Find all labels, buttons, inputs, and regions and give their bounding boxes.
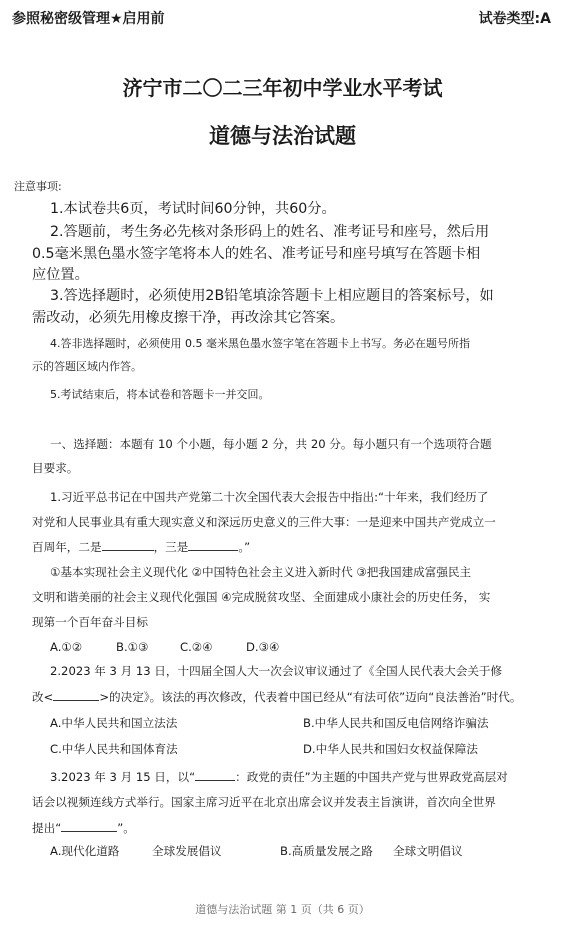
exam-title: 济宁市二〇二三年初中学业水平考试: [122, 76, 443, 100]
notice-item: 1.本试卷共6页，考试时间60分钟，共60分。: [50, 201, 336, 217]
question-2-option: A.中华人民共和国立法法: [50, 716, 178, 730]
question-3-text: 3.2023 年 3 月 15 日，以“ ：政党的责任”为主题的中国共产党与世界政党高层对: [50, 770, 508, 784]
question-3-option: B.高质量发展之路: [280, 844, 373, 858]
answer-blank: [53, 688, 99, 701]
question-2-option: C.中华人民共和国体育法: [50, 742, 178, 756]
page-footer: 道德与法治试题 第 1 页（共 6 页）: [195, 903, 370, 916]
question-3-option-sub: 全球文明倡议: [393, 844, 463, 858]
question-3-text: 话会以视频连线方式举行。国家主席习近平在北京出席会议并发表主旨演讲，首次向全世界: [32, 795, 496, 809]
question-2-text: 2.2023 年 3 月 13 日，十四届全国人大一次会议审议通过了《全国人民代表大会关于修: [50, 664, 503, 678]
question-1-statements: 现第一个百年奋斗目标: [32, 615, 148, 629]
answer-blank: [188, 538, 238, 551]
question-3-text: 提出“ ”。: [32, 821, 135, 835]
notice-item: 应位置。: [32, 267, 89, 283]
question-1-text: 对党和人民事业具有重大现实意义和深远历史意义的三件大事：一是迎来中国共产党成立一: [32, 515, 496, 529]
question-1-option: D.③④: [246, 640, 280, 654]
question-2-text: 改< >的决定》。该法的再次修改，代表着中国已经从“有法可依”迈向“良法善治”时代。: [32, 690, 522, 704]
confidential-label: 参照秘密级管理★启用前: [12, 11, 165, 27]
answer-blank: [195, 768, 235, 781]
notice-item: 需改动，必须先用橡皮擦干净，再改涂其它答案。: [32, 310, 345, 326]
question-2-option: D.中华人民共和国妇女权益保障法: [303, 742, 478, 756]
question-1-statements: ①基本实现社会主义现代化 ②中国特色社会主义进入新时代 ③把我国建成富强民主: [50, 565, 472, 579]
notice-item: 5.考试结束后，将本试卷和答题卡一并交回。: [50, 388, 270, 401]
exam-subtitle: 道德与法治试题: [209, 124, 356, 148]
question-1-text: 1.习近平总书记在中国共产党第二十次全国代表大会报告中指出:“十年来，我们经历了: [50, 490, 489, 504]
notice-item: 4.答非选择题时，必须使用 0.5 毫米黑色墨水签字笔在答题卡上书写。务必在题号所指: [50, 337, 470, 350]
exam-type-label: 试卷类型:A: [478, 11, 551, 27]
notice-item: 3.答选择题时，必须使用2B铅笔填涂答题卡上相应题目的答案标号，如: [50, 288, 494, 304]
question-1-option: A.①②: [50, 640, 83, 654]
question-2-option: B.中华人民共和国反电信网络诈骗法: [303, 716, 489, 730]
answer-blank: [102, 538, 154, 551]
question-1-option: C.②④: [180, 640, 213, 654]
question-1-text: 百周年，二是 ，三是 。”: [32, 540, 251, 554]
question-3-option: A.现代化道路: [50, 844, 120, 858]
section-heading: 一、选择题：本题有 10 个小题，每小题 2 分，共 20 分。每小题只有一个选项符合题: [50, 437, 492, 451]
notice-item: 0.5毫米黑色墨水签字笔将本人的姓名、准考证号和座号填写在答题卡相: [32, 246, 481, 262]
notice-heading: 注意事项:: [14, 180, 62, 193]
question-1-option: B.①③: [116, 640, 149, 654]
question-3-option-sub: 全球发展倡议: [152, 844, 222, 858]
notice-item: 示的答题区域内作答。: [32, 360, 142, 373]
notice-item: 2.答题前，考生务必先核对条形码上的姓名、准考证号和座号，然后用: [50, 224, 490, 240]
answer-blank: [61, 819, 117, 832]
section-heading: 目要求。: [32, 461, 79, 475]
question-1-statements: 文明和谐美丽的社会主义现代化强国 ④完成脱贫攻坚、全面建成小康社会的历史任务， 实: [32, 590, 491, 604]
